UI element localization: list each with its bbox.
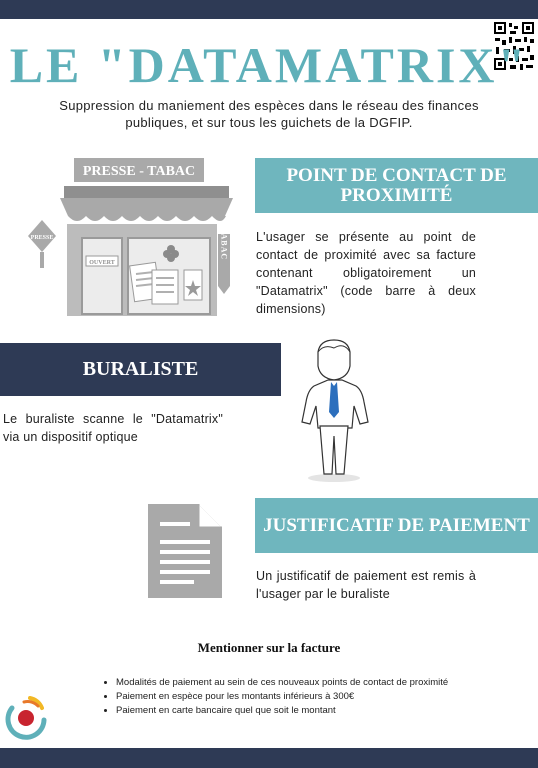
document-icon (146, 502, 224, 600)
businessman-illustration (298, 338, 370, 484)
page-title: LE "DATAMATRIX" (9, 37, 529, 93)
shop-side-sign-left: PRESSE (30, 235, 54, 241)
bottom-bar (0, 748, 538, 768)
section-heading-buraliste: BURALISTE (0, 343, 281, 396)
page-subtitle: Suppression du maniement des espèces dans le réseau des finances publiques, et sur tous les guichets de la DGFIP. (59, 98, 479, 130)
list-item: • Modalités de paiement au sein de ces nouveaux points de contact de proximité (116, 676, 486, 690)
section-text-point-de-contact: L'usager se présente au point de contact de proximité avec sa facture contenant obligatoirement un "Datamatrix" (code barre à deux dimensions) (256, 230, 476, 316)
section-heading-point-de-contact: POINT DE CONTACT DE PROXIMITÉ (255, 158, 538, 213)
facture-list (102, 676, 486, 718)
top-bar (0, 0, 538, 19)
shop-banner-text: PRESSE - TABAC (82, 164, 196, 179)
presse-tabac-shop-icon (24, 158, 240, 320)
list-item: • Paiement en espèce pour les montants inférieurs à 300€ (116, 690, 486, 704)
door-sign-text: OUVERT (89, 260, 115, 266)
dgfip-logo (4, 694, 50, 740)
shop-side-sign-right: TABAC (219, 227, 229, 261)
facture-list-heading: Mentionner sur la facture (197, 640, 341, 655)
list-item: • Paiement en carte bancaire quel que soit le montant (116, 704, 486, 718)
section-text-buraliste: Le buraliste scanne le "Datamatrix" via un dispositif optique (3, 412, 223, 444)
section-heading-justificatif: JUSTIFICATIF DE PAIEMENT (255, 498, 538, 553)
section-text-justificatif: Un justificatif de paiement est remis à l'usager par le buraliste (256, 569, 476, 601)
